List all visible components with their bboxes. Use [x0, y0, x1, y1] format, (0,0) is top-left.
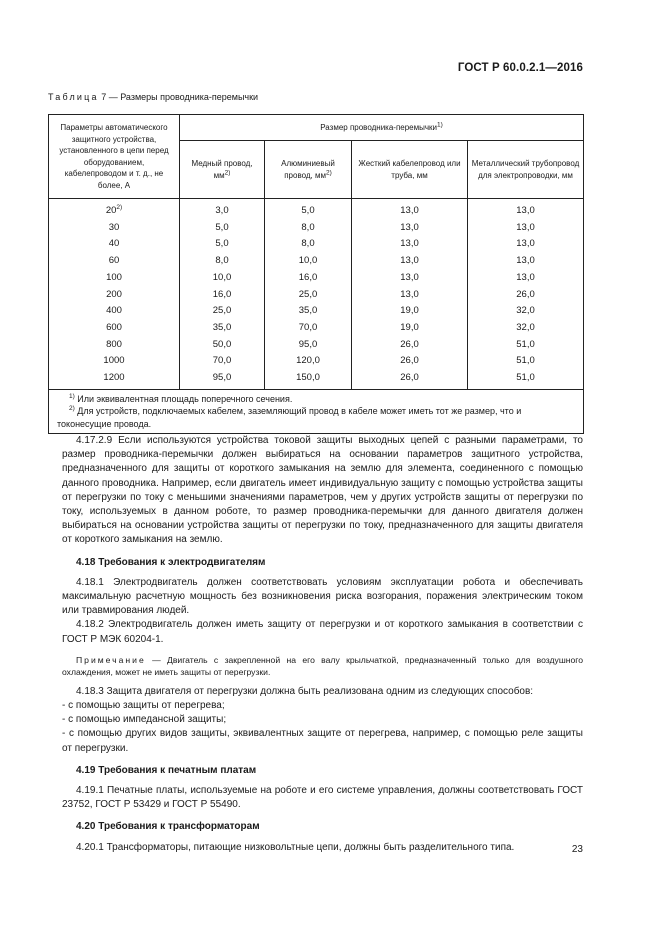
value-cell: 13,0: [468, 270, 584, 287]
value-cell: 35,0: [265, 303, 352, 320]
value-cell: 13,0: [352, 287, 468, 304]
param-cell: 100: [49, 270, 180, 287]
param-cell: 40: [49, 236, 180, 253]
value-cell: 95,0: [265, 337, 352, 354]
value-cell: 13,0: [352, 199, 468, 220]
value-cell: 32,0: [468, 303, 584, 320]
value-cell: 16,0: [180, 287, 265, 304]
value-cell: 13,0: [352, 253, 468, 270]
list-item: - с помощью других видов защиты, эквивалентных защите от перегрева, например, с помощью реле защиты от перегрузки.: [62, 728, 583, 754]
page-number: 23: [571, 844, 583, 855]
paragraph-4-20-1: 4.20.1 Трансформаторы, питающие низковольтные цепи, должны быть разделительного типа.: [76, 841, 515, 853]
table-notes: [49, 389, 584, 434]
value-cell: 13,0: [468, 236, 584, 253]
value-cell: 19,0: [352, 320, 468, 337]
table-row: [49, 287, 584, 304]
table-row: [49, 220, 584, 237]
table-row: [49, 337, 584, 354]
param-cell: 600: [49, 320, 180, 337]
value-cell: 13,0: [468, 253, 584, 270]
value-cell: 70,0: [265, 320, 352, 337]
paragraph-4-19-1: 4.19.1 Печатные платы, используемые на роботе и его системе управления, должны соответствовать ГОСТ 23752, ГОСТ Р 53429 и ГОСТ Р 55490.: [62, 785, 583, 811]
table-row: [49, 320, 584, 337]
value-cell: 19,0: [352, 303, 468, 320]
table-footnote: $^{1)}$ Или эквивалентная площадь поперечного сечения.: [69, 392, 293, 404]
note-text: — Двигатель с закрепленной на его валу крыльчаткой, предназначенный только для воздушного охлаждения, может не иметь защиты от перегрузки.: [62, 654, 583, 677]
param-cell: 400: [49, 303, 180, 320]
main-text: [62, 434, 583, 855]
value-cell: 5,0: [180, 236, 265, 253]
value-cell: 150,0: [265, 370, 352, 389]
value-cell: 51,0: [468, 370, 584, 389]
table-row: [49, 353, 584, 370]
value-cell: 13,0: [352, 236, 468, 253]
value-cell: 8,0: [265, 236, 352, 253]
value-cell: 13,0: [468, 220, 584, 237]
value-cell: 70,0: [180, 353, 265, 370]
heading-4-18: 4.18 Требования к электродвигателям: [76, 556, 266, 568]
table-row: [49, 370, 584, 389]
value-cell: 25,0: [265, 287, 352, 304]
value-cell: 13,0: [468, 199, 584, 220]
value-cell: 8,0: [265, 220, 352, 237]
value-cell: 51,0: [468, 353, 584, 370]
value-cell: 10,0: [265, 253, 352, 270]
conductor-size-table: [48, 114, 584, 434]
param-cell: 800: [49, 337, 180, 354]
value-cell: 51,0: [468, 337, 584, 354]
table-caption-text: 7 — Размеры проводника-перемычки: [98, 92, 259, 102]
group-header: Размер проводника-перемычки$^{1)}$: [180, 115, 584, 141]
param-cell: 200: [49, 287, 180, 304]
table-footnote: $^{2)}$ Для устройств, подключаемых кабелем, заземляющий провод в кабеле может иметь тот же размер, что и токонесущие провода.: [57, 405, 522, 429]
value-cell: 26,0: [352, 337, 468, 354]
value-cell: 95,0: [180, 370, 265, 389]
column-header: Металлический трубопровод для электропроводки, мм: [468, 141, 584, 199]
note-label: Примечание: [76, 654, 146, 665]
param-header: Параметры автоматического защитного устройства, установленного в цепи перед оборудованием, кабелепроводом и т. д., не более, А: [49, 115, 180, 199]
value-cell: 13,0: [352, 220, 468, 237]
table-caption-prefix: Таблица: [48, 92, 99, 102]
value-cell: 10,0: [180, 270, 265, 287]
value-cell: 35,0: [180, 320, 265, 337]
document-code: ГОСТ Р 60.0.2.1—2016: [457, 62, 583, 74]
paragraph-4-17-2-9: 4.17.2.9 Если используются устройства токовой защиты выходных цепей с разными параметрами, то размер проводника-перемычки должен выбираться на основании параметров защитного устройства, предназначенного для защиты от короткого замыкания на землю для элемента, соединенного с помощью данного проводника. Например, если двигатель имеет индивидуальную защиту с помощью устройства защиты от перегрузки по току с меньшими значениями параметров, чем у других устройств защиты от перегрузки по току, используемых в данном роботе, то размер проводника-перемычки для данного двигателя должен выбираться на основании устройства защиты от перегрузки по току, предназначенного для защиты двигателя от короткого замыкания на землю.: [62, 435, 583, 546]
param-cell: 30: [49, 220, 180, 237]
table-row: [49, 303, 584, 320]
value-cell: 16,0: [265, 270, 352, 287]
param-cell: 1200: [49, 370, 180, 389]
param-cell: 60: [49, 253, 180, 270]
table-caption: [48, 92, 258, 102]
column-header: Жесткий кабелепровод или труба, мм: [352, 141, 468, 199]
value-cell: 26,0: [468, 287, 584, 304]
column-header: Алюминиевый провод, $мм^{2)}$: [265, 141, 352, 199]
value-cell: 32,0: [468, 320, 584, 337]
param-cell: 20$^{2)}$: [49, 199, 180, 220]
table-row: [49, 270, 584, 287]
value-cell: 26,0: [352, 353, 468, 370]
value-cell: 8,0: [180, 253, 265, 270]
list-item: - с помощью импедансной защиты;: [62, 714, 227, 726]
value-cell: 50,0: [180, 337, 265, 354]
list-4-18-3: [62, 699, 583, 756]
value-cell: 120,0: [265, 353, 352, 370]
paragraph-4-18-3: 4.18.3 Защита двигателя от перегрузки должна быть реализована одним из следующих способов:: [76, 685, 534, 697]
table-row: [49, 253, 584, 270]
note: [62, 654, 583, 678]
heading-4-19: 4.19 Требования к печатным платам: [76, 764, 257, 776]
table-row: [49, 199, 584, 220]
table-row: [49, 236, 584, 253]
paragraph-4-18-1: 4.18.1 Электродвигатель должен соответствовать условиям эксплуатации робота и обеспечивать максимальную расчетную мощность без возникновения риска возгорания, поражения электрическим током или травмирования людей.: [62, 576, 583, 617]
value-cell: 5,0: [265, 199, 352, 220]
paragraph-4-18-2: 4.18.2 Электродвигатель должен иметь защиту от перегрузки и от короткого замыкания в соответствии с ГОСТ Р МЭК 60204-1.: [62, 619, 583, 645]
column-header: Медный провод, $мм^{2)}$: [180, 141, 265, 199]
value-cell: 26,0: [352, 370, 468, 389]
value-cell: 5,0: [180, 220, 265, 237]
value-cell: 3,0: [180, 199, 265, 220]
param-cell: 1000: [49, 353, 180, 370]
value-cell: 13,0: [352, 270, 468, 287]
list-item: - с помощью защиты от перегрева;: [62, 700, 225, 712]
value-cell: 25,0: [180, 303, 265, 320]
heading-4-20: 4.20 Требования к трансформаторам: [76, 821, 260, 833]
